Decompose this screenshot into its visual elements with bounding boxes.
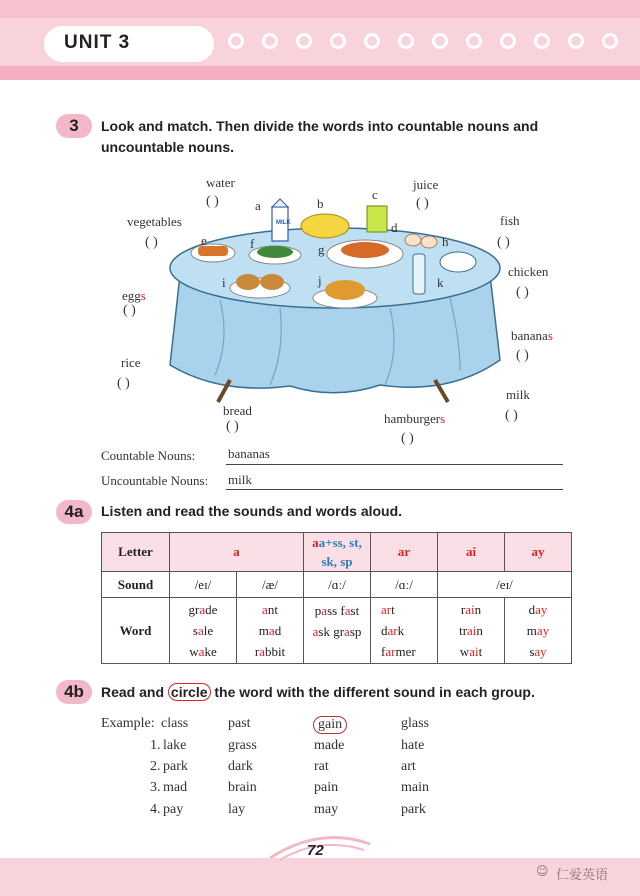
decor-ring-icon bbox=[262, 33, 278, 49]
decor-ring-icon bbox=[568, 33, 584, 49]
label-bananas: bananas bbox=[511, 328, 553, 343]
table-row-letter bbox=[102, 533, 572, 572]
sound-ae: /æ/ bbox=[237, 572, 304, 598]
row-header-word: Word bbox=[102, 598, 170, 664]
decor-ring-icon bbox=[194, 33, 210, 49]
sound-ei: /eɪ/ bbox=[170, 572, 237, 598]
decor-ring-icon bbox=[534, 33, 550, 49]
countable-label: Countable Nouns: bbox=[101, 448, 196, 463]
label-water: water bbox=[206, 175, 235, 190]
section-3-instruction: Look and match. Then divide the words into countable nouns and bbox=[101, 118, 539, 134]
label-eggs: eggs bbox=[122, 288, 146, 303]
label-rice: rice bbox=[121, 355, 141, 370]
label-bread: bread bbox=[223, 403, 252, 418]
group-3-word-3[interactable]: pain bbox=[314, 780, 339, 795]
uncountable-value[interactable]: milk bbox=[228, 472, 252, 487]
picture-letter-a: a bbox=[255, 198, 261, 213]
uncountable-label: Uncountable Nouns: bbox=[101, 473, 209, 488]
words-col-1: grade sale wake bbox=[170, 598, 237, 664]
picture-letter-e: e bbox=[201, 233, 207, 248]
table-row-sound bbox=[102, 572, 572, 598]
group-3-word-4[interactable]: main bbox=[401, 780, 429, 795]
example-label: Example: bbox=[101, 716, 155, 731]
decor-ring-icon bbox=[330, 33, 346, 49]
decor-ring-icon bbox=[602, 33, 618, 49]
section-4b-badge: 4b bbox=[56, 680, 92, 704]
group-2-number: 2. bbox=[150, 759, 161, 774]
page-number: 72 bbox=[307, 842, 324, 859]
section-4a-instruction: Listen and read the sounds and words aloud. bbox=[101, 503, 403, 519]
uncountable-line bbox=[226, 489, 563, 490]
blank-bananas[interactable]: ( ) bbox=[516, 348, 529, 363]
blank-vegetables[interactable]: ( ) bbox=[145, 235, 158, 250]
countable-value[interactable]: bananas bbox=[228, 446, 270, 461]
label-chicken: chicken bbox=[508, 264, 549, 279]
group-3-word-2[interactable]: brain bbox=[228, 780, 257, 795]
blank-water[interactable]: ( ) bbox=[206, 194, 219, 209]
words-col-3: pass fast ask grasp bbox=[304, 598, 371, 664]
example-word-4[interactable]: glass bbox=[401, 716, 429, 731]
letter-ar: ar bbox=[371, 533, 438, 572]
section-3-instruction-2: uncountable nouns. bbox=[101, 139, 234, 155]
example-word-3-circled[interactable]: gain bbox=[313, 716, 347, 734]
words-col-5: rain train wait bbox=[438, 598, 505, 664]
blank-hamburgers[interactable]: ( ) bbox=[401, 431, 414, 446]
blank-rice[interactable]: ( ) bbox=[117, 376, 130, 391]
dining-table-illustration bbox=[160, 190, 510, 415]
picture-letter-h: h bbox=[442, 234, 449, 249]
circle-word: circle bbox=[168, 683, 211, 701]
group-4-number: 4. bbox=[150, 802, 161, 817]
group-2-word-3[interactable]: rat bbox=[314, 759, 329, 774]
blank-eggs[interactable]: ( ) bbox=[123, 303, 136, 318]
group-4-word-4[interactable]: park bbox=[401, 802, 426, 817]
picture-letter-k: k bbox=[437, 275, 444, 290]
picture-letter-j: j bbox=[318, 273, 322, 288]
label-juice: juice bbox=[413, 177, 439, 192]
words-col-6: day may say bbox=[505, 598, 572, 664]
sound-ar: /ɑː/ bbox=[371, 572, 438, 598]
group-1-word-1[interactable]: lake bbox=[163, 738, 187, 753]
countable-line bbox=[226, 464, 563, 465]
picture-letter-f: f bbox=[250, 236, 255, 251]
picture-letter-c: c bbox=[372, 187, 378, 202]
decor-ring-icon bbox=[364, 33, 380, 49]
example-word-2[interactable]: past bbox=[228, 716, 251, 731]
label-hamburgers: hamburgers bbox=[384, 411, 446, 426]
sound-table bbox=[101, 532, 572, 664]
letter-a-ss-st-sk-sp: aa+ss, st, sk, sp bbox=[304, 533, 371, 572]
picture-letter-i: i bbox=[222, 275, 226, 290]
group-4-word-3[interactable]: may bbox=[314, 802, 339, 817]
group-1-word-3[interactable]: made bbox=[314, 738, 345, 753]
unit-title: UNIT 3 bbox=[64, 32, 131, 53]
group-1-number: 1. bbox=[150, 738, 161, 753]
sound-ai-ay: /eɪ/ bbox=[438, 572, 572, 598]
example-word-1[interactable]: class bbox=[161, 716, 189, 731]
blank-bread[interactable]: ( ) bbox=[226, 419, 239, 434]
letter-a: a bbox=[170, 533, 304, 572]
group-2-word-4[interactable]: art bbox=[401, 759, 416, 774]
blank-chicken[interactable]: ( ) bbox=[516, 285, 529, 300]
decor-ring-icon bbox=[432, 33, 448, 49]
table-row-word bbox=[102, 598, 572, 664]
decor-ring-icon bbox=[398, 33, 414, 49]
section-3-badge: 3 bbox=[56, 114, 92, 138]
blank-milk[interactable]: ( ) bbox=[505, 408, 518, 423]
milk-carton-label: MILK bbox=[276, 220, 291, 226]
group-2-word-1[interactable]: park bbox=[163, 759, 188, 774]
decor-ring-icon bbox=[296, 33, 312, 49]
group-2-word-2[interactable]: dark bbox=[228, 759, 253, 774]
label-fish: fish bbox=[500, 213, 520, 228]
section-4b-instruction: Read and circle the word with the different sound in each group. bbox=[101, 684, 535, 700]
section-4a-badge: 4a bbox=[56, 500, 92, 524]
blank-juice[interactable]: ( ) bbox=[416, 196, 429, 211]
group-4-word-2[interactable]: lay bbox=[228, 802, 246, 817]
label-milk: milk bbox=[506, 387, 530, 402]
picture-letter-d: d bbox=[391, 220, 398, 235]
picture-letter-b: b bbox=[317, 196, 324, 211]
group-1-word-2[interactable]: grass bbox=[228, 738, 257, 753]
row-header-letter: Letter bbox=[102, 533, 170, 572]
picture-letter-g: g bbox=[318, 242, 325, 257]
words-col-2: ant mad rabbit bbox=[237, 598, 304, 664]
label-vegetables: vegetables bbox=[127, 214, 182, 229]
letter-ai: ai bbox=[438, 533, 505, 572]
blank-fish[interactable]: ( ) bbox=[497, 235, 510, 250]
letter-ay: ay bbox=[505, 533, 572, 572]
decor-ring-icon bbox=[228, 33, 244, 49]
words-col-4: art dark farmer bbox=[371, 598, 438, 664]
sound-a-long: /ɑː/ bbox=[304, 572, 371, 598]
group-3-word-1[interactable]: mad bbox=[163, 780, 188, 795]
row-header-sound: Sound bbox=[102, 572, 170, 598]
group-3-number: 3. bbox=[150, 780, 161, 795]
watermark-text: 仁爱英语 bbox=[556, 868, 609, 883]
decor-ring-icon bbox=[466, 33, 482, 49]
watermark-icon: ☺ bbox=[536, 864, 549, 878]
group-1-word-4[interactable]: hate bbox=[401, 738, 425, 753]
group-4-word-1[interactable]: pay bbox=[163, 802, 184, 817]
decor-ring-icon bbox=[500, 33, 516, 49]
